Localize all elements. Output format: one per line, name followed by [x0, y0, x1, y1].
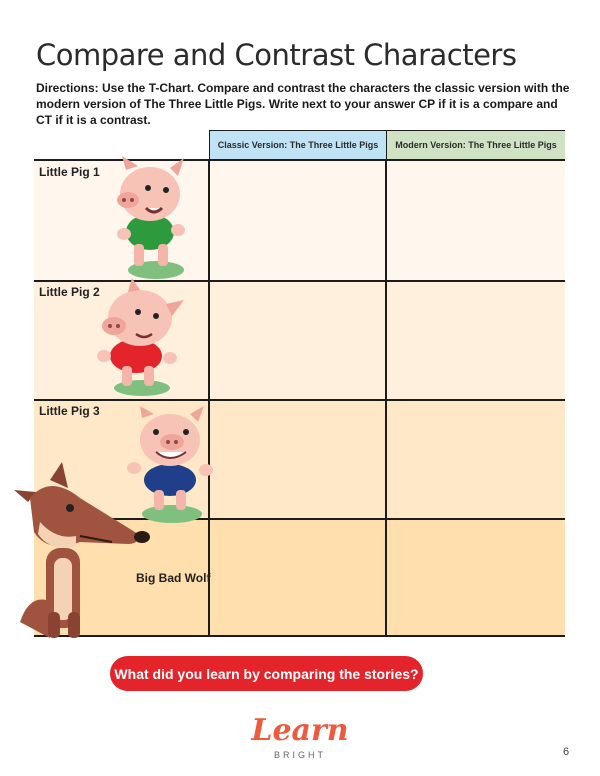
header-modern: Modern Version: The Three Little Pigs — [387, 130, 565, 159]
answer-cell-modern-wolf[interactable] — [387, 520, 565, 635]
grid-line — [210, 130, 565, 131]
row-label-pig-3: Little Pig 3 — [39, 404, 100, 418]
directions-text: Directions: Use the T-Chart. Compare and contrast the characters the classic version with the modern version of The Three Little Pigs. Write next to your answer CP if it is a compare and CT if it is a contrast. — [36, 81, 570, 127]
logo-wordmark: Learn — [251, 713, 349, 748]
learn-bright-logo — [248, 713, 352, 765]
wolf-illustration — [10, 462, 160, 642]
logo-subtext: BRIGHT — [273, 750, 326, 760]
row-label-pig-1: Little Pig 1 — [39, 165, 100, 179]
answer-cell-classic-wolf[interactable] — [210, 520, 385, 635]
grid-line — [386, 130, 387, 159]
row-label-wolf: Big Bad Wolf — [136, 571, 211, 585]
row-label-pig-2: Little Pig 2 — [39, 285, 100, 299]
page-number: 6 — [563, 746, 570, 758]
reflection-button[interactable]: What did you learn by comparing the stories? — [110, 656, 423, 691]
page-title: Compare and Contrast Characters — [36, 38, 517, 72]
pig-1-illustration — [104, 152, 200, 284]
answer-cell-classic-pig-1[interactable] — [210, 161, 385, 280]
answer-cell-modern-pig-3[interactable] — [387, 401, 565, 518]
grid-line — [209, 130, 210, 159]
answer-cell-classic-pig-3[interactable] — [210, 401, 385, 518]
answer-cell-classic-pig-2[interactable] — [210, 282, 385, 399]
pig-2-illustration — [92, 276, 192, 400]
answer-cell-modern-pig-2[interactable] — [387, 282, 565, 399]
header-classic: Classic Version: The Three Little Pigs — [210, 130, 386, 159]
answer-cell-modern-pig-1[interactable] — [387, 161, 565, 280]
